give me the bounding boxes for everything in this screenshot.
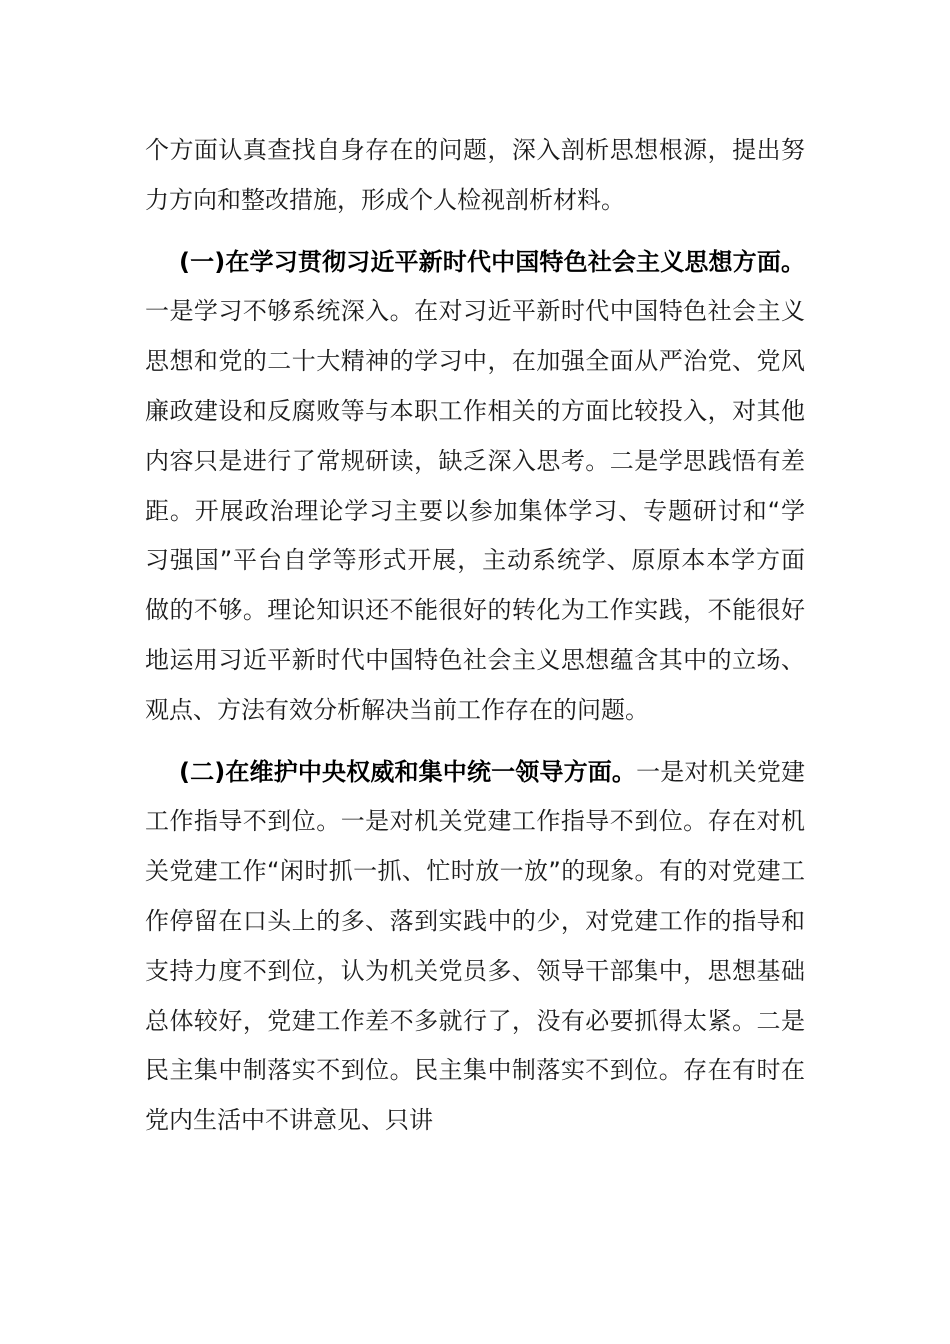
- section-heading-1: (一)在学习贯彻习近平新时代中国特色社会主义思想方面。: [179, 247, 805, 276]
- paragraph-intro-continuation: [145, 126, 805, 226]
- paragraph-text: 个方面认真查找自身存在的问题，深入剖析思想根源，提出努力方向和整改措施，形成个人检视剖析材料。: [145, 136, 805, 214]
- paragraph-text: 一是学习不够系统深入。在对习近平新时代中国特色社会主义思想和党的二十大精神的学习中，在加强全面从严治党、党风廉政建设和反腐败等与本职工作相关的方面比较投入，对其他内容只是进行了常规研读，缺乏深入思考。二是学思践悟有差距。开展政治理论学习主要以参加集体学习、专题研讨和“学习强国”平台自学等形式开展，主动系统学、原原本本学方面做的不够。理论知识还不能很好的转化为工作实践，不能很好地运用习近平新时代中国特色社会主义思想蕴含其中的立场、观点、方法有效分析解决当前工作存在的问题。: [145, 297, 805, 724]
- paragraph-section-1: [145, 238, 805, 736]
- paragraph-text: 一是对机关党建工作指导不到位。一是对机关党建工作指导不到位。存在对机关党建工作“闲时抓一抓、忙时放一放”的现象。有的对党建工作停留在口头上的多、落到实践中的少，对党建工作的指导和支持力度不到位，认为机关党员多、领导干部集中，思想基础总体较好，党建工作差不多就行了，没有必要抓得太紧。二是民主集中制落实不到位。民主集中制落实不到位。存在有时在党内生活中不讲意见、只讲: [145, 757, 805, 1135]
- section-heading-2: (二)在维护中央权威和集中统一领导方面。: [179, 757, 637, 786]
- document-body: [145, 126, 805, 1146]
- paragraph-section-2: [145, 748, 805, 1146]
